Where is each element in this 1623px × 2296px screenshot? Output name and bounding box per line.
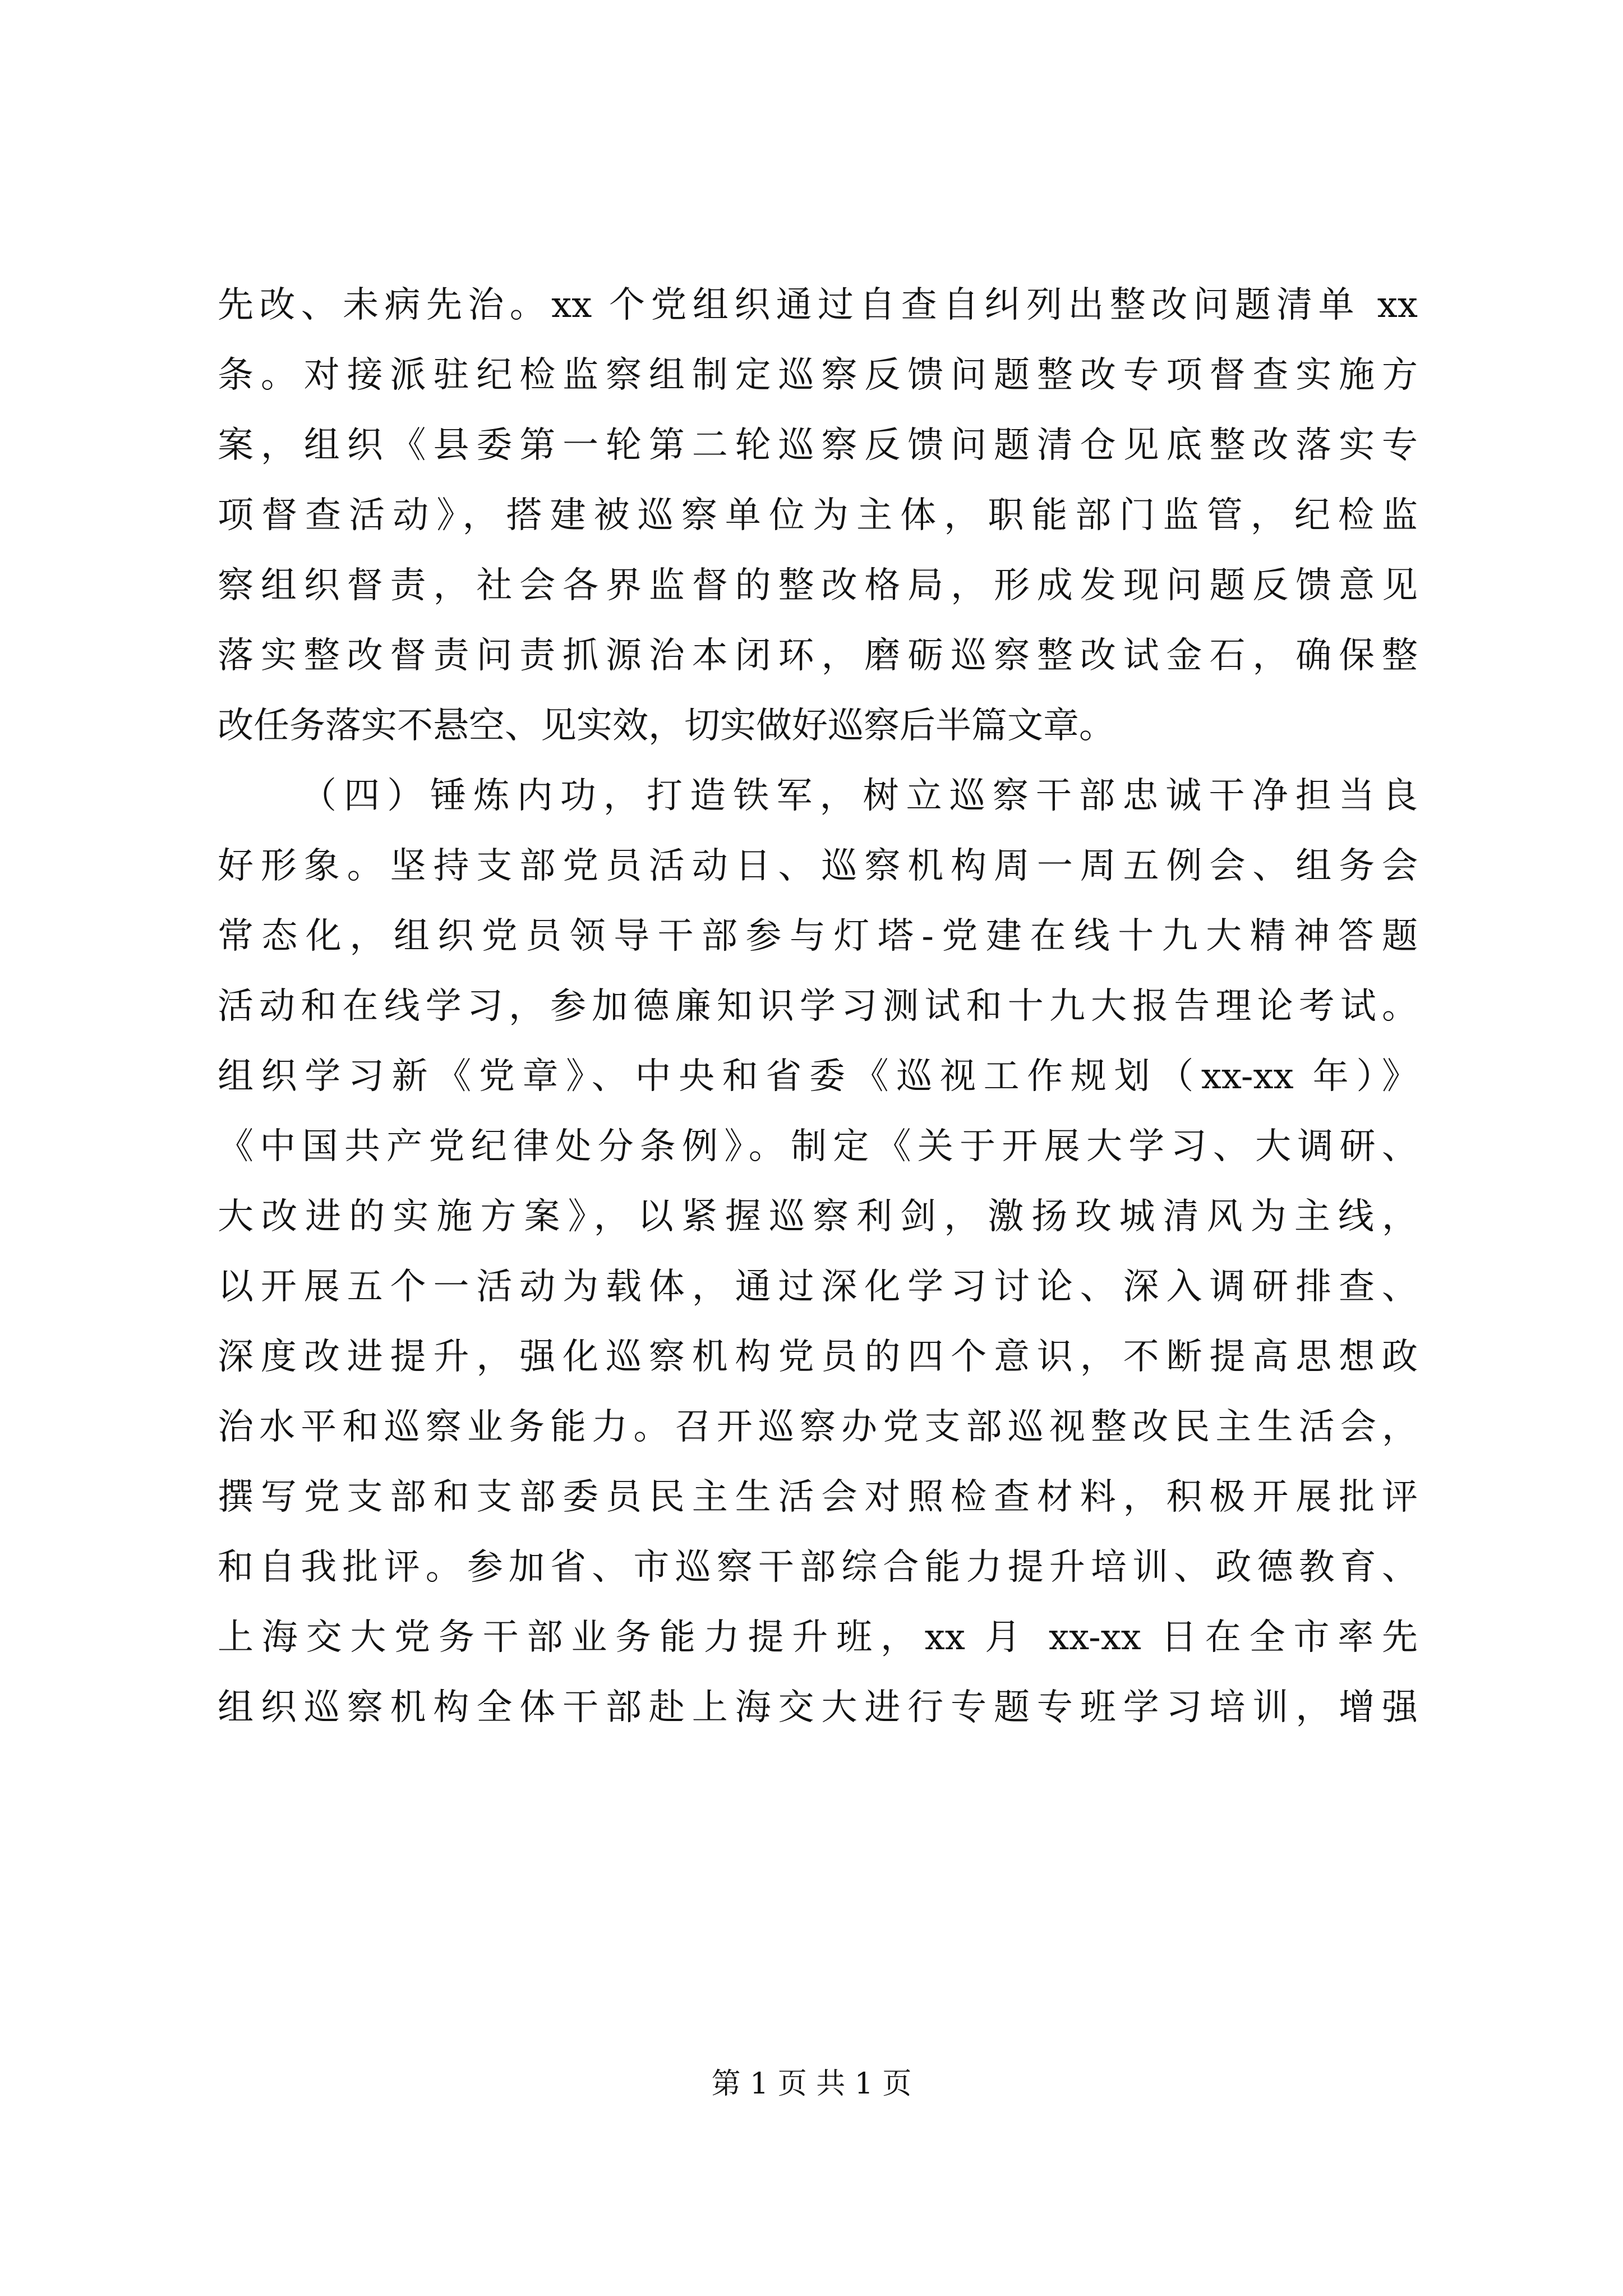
text-line: 项督查活动》，搭建被巡察单位为主体，职能部门监管，纪检监 xyxy=(218,495,1418,536)
text-line: 上海交大党务干部业务能力提升班，xx 月 xx-xx 日在全市率先 xyxy=(218,1617,1418,1658)
text-line: 深度改进提升，强化巡察机构党员的四个意识，不断提高思想政 xyxy=(218,1336,1418,1378)
text-line: 《中国共产党纪律处分条例》。制定《关于开展大学习、大调研、 xyxy=(218,1126,1418,1167)
section-heading-line: （四）锤炼内功，打造铁军，树立巡察干部忠诚干净担当良 xyxy=(301,775,1418,817)
text-line: 察组织督责，社会各界监督的整改格局，形成发现问题反馈意见 xyxy=(218,565,1418,606)
page-number-label: 第 1 页 共 1 页 xyxy=(711,2067,912,2101)
text-line: 治水平和巡察业务能力。召开巡察办党支部巡视整改民主生活会， xyxy=(218,1406,1418,1448)
text-line: 以开展五个一活动为载体，通过深化学习讨论、深入调研排查、 xyxy=(218,1266,1418,1308)
text-line: 常态化，组织党员领导干部参与灯塔-党建在线十九大精神答题 xyxy=(218,915,1418,957)
text-line: 组织学习新《党章》、中央和省委《巡视工作规划（xx-xx 年）》 xyxy=(218,1056,1418,1097)
page-footer xyxy=(0,2064,1623,2104)
text-line: 改任务落实不悬空、见实效，切实做好巡察后半篇文章。 xyxy=(218,705,1115,747)
text-line: 先改、未病先治。xx 个党组织通过自查自纠列出整改问题清单 xx xyxy=(218,284,1418,326)
text-line: 案，组织《县委第一轮第二轮巡察反馈问题清仓见底整改落实专 xyxy=(218,425,1418,466)
text-line: 组织巡察机构全体干部赴上海交大进行专题专班学习培训，增强 xyxy=(218,1687,1418,1728)
text-line: 大改进的实施方案》，以紧握巡察利剑，激扬玫城清风为主线， xyxy=(218,1196,1418,1237)
text-line: 好形象。坚持支部党员活动日、巡察机构周一周五例会、组务会 xyxy=(218,845,1418,887)
text-line: 条。对接派驻纪检监察组制定巡察反馈问题整改专项督查实施方 xyxy=(218,355,1418,396)
text-line: 和自我批评。参加省、市巡察干部综合能力提升培训、政德教育、 xyxy=(218,1547,1418,1588)
text-line: 落实整改督责问责抓源治本闭环，磨砺巡察整改试金石，确保整 xyxy=(218,635,1418,677)
text-line: 撰写党支部和支部委员民主生活会对照检查材料，积极开展批评 xyxy=(218,1476,1418,1518)
text-line: 活动和在线学习，参加德廉知识学习测试和十九大报告理论考试。 xyxy=(218,986,1418,1027)
body-text xyxy=(218,270,1418,1743)
